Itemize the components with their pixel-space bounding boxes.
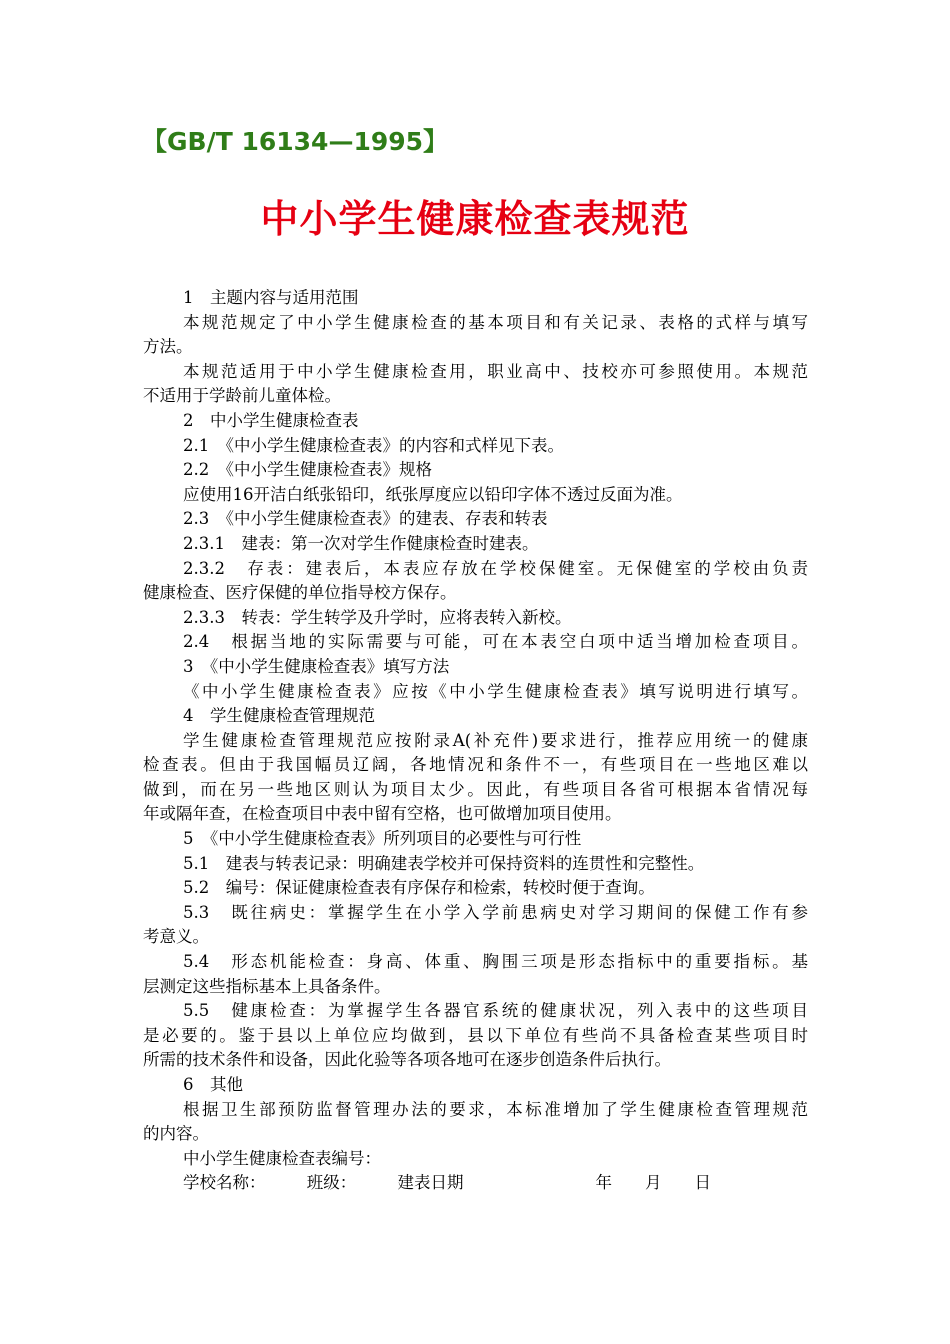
clause-2-3: 2.3 《中小学生健康检查表》的建表、存表和转表 <box>183 509 548 529</box>
clause-2-3-2: 2.3.2 存表：建表后，本表应存放在学校保健室。无保健室的学校由负责 <box>183 558 808 578</box>
paragraph-line: 《中小学生健康检查表》应按《中小学生健康检查表》填写说明进行填写。 <box>183 681 808 701</box>
paragraph-line: 检查表。但由于我国幅员辽阔，各地情况和条件不一，有些项目在一些地区难以 <box>143 755 808 775</box>
clause-5-3: 5.3 既往病史：掌握学生在小学入学前患病史对学习期间的保健工作有参 <box>183 902 808 922</box>
paragraph-line: 是必要的。鉴于县以上单位应均做到，县以下单位有些尚不具备检查某些项目时 <box>143 1025 808 1045</box>
paragraph-line: 不适用于学龄前儿童体检。 <box>143 386 341 406</box>
form-header-fields: 学校名称： 班级： 建表日期 年 月 日 <box>183 1173 711 1193</box>
clause-5-4: 5.4 形态机能检查：身高、体重、胸围三项是形态指标中的重要指标。基 <box>183 952 808 972</box>
clause-2-3-3: 2.3.3 转表：学生转学及升学时，应将表转入新校。 <box>183 607 572 627</box>
section-heading-6: 6 其他 <box>183 1075 243 1094</box>
form-number-label: 中小学生健康检查表编号： <box>183 1148 381 1168</box>
section-heading-4: 4 学生健康检查管理规范 <box>183 706 375 726</box>
paragraph-line: 健康检查、医疗保健的单位指导校方保存。 <box>143 583 457 603</box>
paragraph-line: 方法。 <box>143 337 193 357</box>
paragraph-line: 所需的技术条件和设备，因此化验等各项各地可在逐步创造条件后执行。 <box>143 1050 671 1070</box>
clause-5-5: 5.5 健康检查：为掌握学生各器官系统的健康状况，列入表中的这些项目 <box>183 1001 808 1021</box>
paragraph-line: 做到，而在另一些地区则认为项目太少。因此，有些项目各省可根据本省情况每 <box>143 779 808 799</box>
paragraph-line: 的内容。 <box>143 1124 209 1144</box>
clause-2-1: 2.1 《中小学生健康检查表》的内容和式样见下表。 <box>183 435 564 455</box>
paragraph-line: 年或隔年查，在检查项目中表中留有空格，也可做增加项目使用。 <box>143 804 622 824</box>
paragraph-line: 本规范适用于中小学生健康检查用，职业高中、技校亦可参照使用。本规范 <box>183 361 808 381</box>
clause-2-4: 2.4 根据当地的实际需要与可能，可在本表空白项中适当增加检查项目。 <box>183 632 808 652</box>
paragraph-line: 考意义。 <box>143 927 209 947</box>
section-heading-2: 2 中小学生健康检查表 <box>183 410 359 430</box>
document-body <box>143 286 808 1196</box>
paragraph-line: 应使用16开洁白纸张铅印，纸张厚度应以铅印字体不透过反面为准。 <box>183 484 683 504</box>
document-title: 中小学生健康检查表规范 <box>260 196 690 241</box>
section-heading-5: 5 《中小学生健康检查表》所列项目的必要性与可行性 <box>183 829 582 849</box>
section-heading-1: 1 主题内容与适用范围 <box>183 288 359 307</box>
clause-2-2: 2.2 《中小学生健康检查表》规格 <box>183 460 432 480</box>
paragraph-line: 层测定这些指标基本上具备条件。 <box>143 976 391 996</box>
clause-5-1: 5.1 建表与转表记录：明确建表学校并可保持资料的连贯性和完整性。 <box>183 853 705 873</box>
paragraph-line: 根据卫生部预防监督管理办法的要求，本标准增加了学生健康检查管理规范 <box>183 1099 808 1119</box>
section-heading-3: 3 《中小学生健康检查表》填写方法 <box>183 656 450 676</box>
paragraph-line: 学生健康检查管理规范应按附录A(补充件)要求进行，推荐应用统一的健康 <box>183 730 808 750</box>
paragraph-line: 本规范规定了中小学生健康检查的基本项目和有关记录、表格的式样与填写 <box>183 312 808 332</box>
clause-2-3-1: 2.3.1 建表：第一次对学生作健康检查时建表。 <box>183 533 539 553</box>
standard-code: 【GB/T 16134—1995】 <box>142 127 449 156</box>
clause-5-2: 5.2 编号：保证健康检查表有序保存和检索，转校时便于查询。 <box>183 878 655 898</box>
